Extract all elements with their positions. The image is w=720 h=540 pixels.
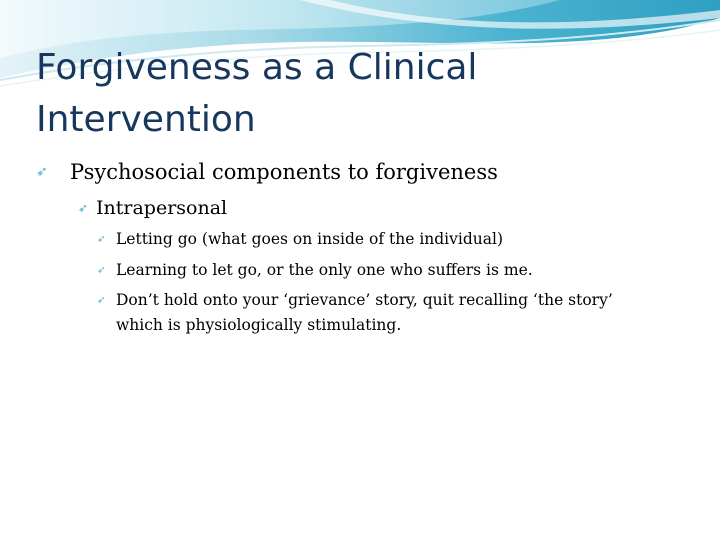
slide-title: Forgiveness as a Clinical Intervention: [36, 47, 478, 140]
list-item: [97, 258, 657, 283]
bullet-level-3: [97, 258, 657, 283]
wave-arrow-icon: ➶: [97, 234, 106, 245]
bullet-text: Learning to let go, or the only one who suffers is me.: [116, 261, 533, 279]
bullet-level-3: [97, 288, 657, 338]
bullet-text: Don’t hold onto your ‘grievance’ story, quit recalling ‘the story’ which is physiologically stimulating.: [116, 291, 613, 334]
list-item: [97, 227, 657, 252]
wave-arrow-icon: ➶: [97, 295, 106, 306]
bullet-text: Letting go (what goes on inside of the individual): [116, 230, 504, 248]
bullet-level-3: [97, 227, 657, 252]
bullet-text: Intrapersonal: [96, 197, 228, 219]
bullet-level-2: [78, 195, 678, 221]
bullet-text: Psychosocial components to forgiveness: [70, 160, 498, 184]
list-item: [97, 288, 657, 338]
wave-arrow-icon: ➶: [78, 201, 89, 215]
list-item: [78, 195, 678, 221]
bullet-level-1: [36, 157, 676, 187]
wave-arrow-icon: ➶: [36, 164, 48, 180]
wave-arrow-icon: ➶: [97, 265, 106, 276]
list-item: [36, 157, 676, 187]
